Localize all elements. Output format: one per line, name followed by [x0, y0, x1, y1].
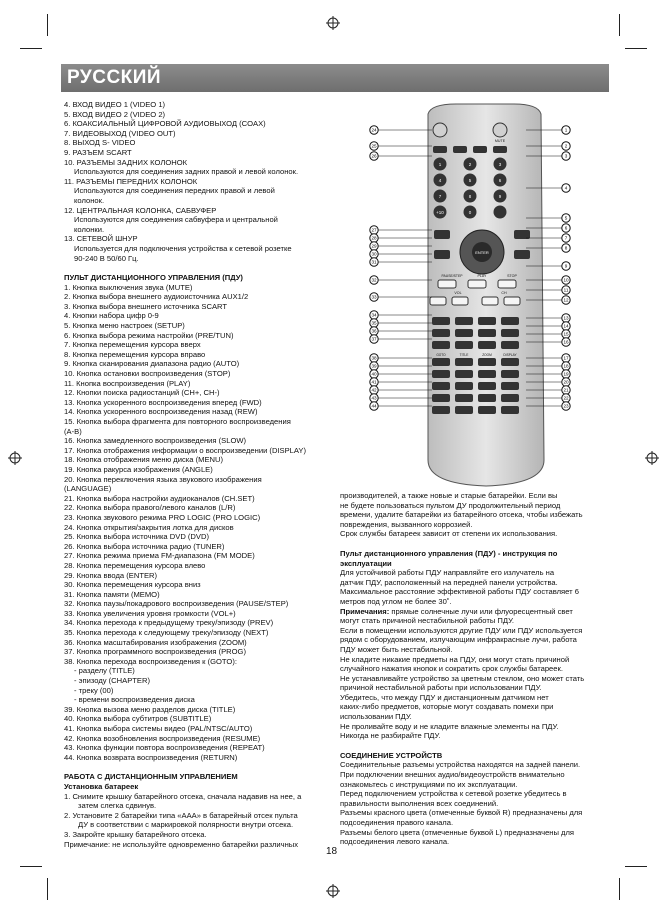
callout-number: 37: [371, 336, 377, 342]
pause-label: PAUSE/STEP: [441, 274, 463, 278]
callout-number: 3: [564, 153, 568, 159]
right-column-line: Примечания: прямые солнечные лучи или флуоресцентный свет: [340, 606, 573, 616]
right-column-line: Не устанавливайте устройство за цветным стеклом, оно может стать: [340, 673, 585, 683]
callout-number: 6: [564, 225, 568, 231]
mute-label: MUTE: [494, 139, 506, 143]
callout-number: 7: [564, 235, 568, 241]
left-column-line: 22. Кнопка выбора правого/левого каналов (L/R): [64, 503, 236, 513]
function-button: [478, 317, 496, 325]
left-column: [64, 100, 334, 849]
right-column-line: эксплуатации: [340, 558, 392, 568]
callout-number: 22: [563, 395, 569, 401]
left-column-line: 5. Кнопка меню настроек (SETUP): [64, 321, 185, 331]
left-column-line: 10. Кнопка остановки воспроизведения (STOP): [64, 369, 231, 379]
right-column-line: не будете пользоваться пультом ДУ продолжительный период: [340, 500, 561, 510]
left-column-line: 7. ВИДЕОВЫХОД (VIDEO OUT): [64, 128, 176, 138]
callout-number: 1: [564, 127, 568, 133]
left-column-line: 6. КОАКСИАЛЬНЫЙ ЦИФРОВОЙ АУДИОВЫХОД (COAX): [64, 119, 266, 129]
left-column-line: 1. Снимите крышку батарейного отсека, сначала надавив на нее, а: [64, 791, 302, 801]
right-column-line: рядом с оборудованием, излучающим инфракрасные лучи, работа: [340, 635, 577, 645]
left-column-line: 9. Кнопка сканирования диапазона радио (AUTO): [64, 359, 240, 369]
right-column-line: метров под углом не более 30˚.: [340, 596, 452, 606]
function-button: [501, 382, 519, 390]
number-button: [494, 206, 507, 219]
right-column-line: Срок службы батареек зависит от степени их использования.: [340, 529, 558, 539]
left-column-line: 41. Кнопка выбора системы видео (PAL/NTSC/AUTO): [64, 724, 253, 733]
left-column-line: 16. Кнопка замедленного воспроизведения (SLOW): [64, 436, 247, 446]
function-button: [455, 394, 473, 402]
number-label: 9: [498, 194, 502, 199]
left-column-line: 14. Кнопка ускоренного воспроизведения назад (REW): [64, 407, 258, 417]
callout-number: 42: [371, 387, 377, 393]
callout-number: 31: [371, 259, 377, 265]
function-button: [501, 317, 519, 325]
source-button: [433, 146, 447, 153]
left-column-line: 32. Кнопка паузы/покадрового воспроизведения (PAUSE/STEP): [64, 599, 289, 609]
number-label: 4: [438, 178, 442, 183]
left-column-line: 4. Кнопки набора цифр 0-9: [64, 311, 159, 321]
left-column-line: 19. Кнопка ракурса изображения (ANGLE): [64, 464, 213, 474]
callout-number: 40: [371, 371, 377, 377]
left-column-line: 31. Кнопка памяти (MEMO): [64, 589, 160, 599]
function-button: [478, 358, 496, 366]
function-button: [501, 341, 519, 349]
left-column-line: колонки.: [74, 224, 105, 234]
left-column-line: 6. Кнопка выбора режима настройки (PRE/TUN): [64, 330, 234, 340]
callout-number: 14: [563, 323, 569, 329]
right-column-line: каких-либо предметов, которые могут создавать помехи при: [340, 702, 554, 712]
left-column-line: Используется для подключения устройства к сетевой розетке: [74, 243, 292, 253]
registration-mark-icon: [645, 451, 659, 465]
callout-number: 44: [371, 403, 377, 409]
left-column-line: РАБОТА С ДИСТАНЦИОННЫМ УПРАВЛЕНИЕМ: [64, 772, 238, 782]
left-column-line: 12. Кнопки поиска радиостанций (CH+, CH-): [64, 388, 220, 398]
right-column-line: подсоединения правого канала.: [340, 818, 454, 827]
function-button: [501, 329, 519, 337]
source-button: [473, 146, 487, 153]
language-title: РУССКИЙ: [67, 67, 162, 88]
right-column-line: СОЕДИНЕНИЕ УСТРОЙСТВ: [340, 750, 443, 760]
vol-ch-button: [482, 297, 498, 305]
function-button: [432, 317, 450, 325]
right-column-line: Убедитесь, что между ПДУ и дистанционным датчиком нет: [340, 692, 549, 702]
left-column-line: 18. Кнопка отображения меню диска (MENU): [64, 455, 224, 465]
crop-mark: [625, 48, 647, 49]
callout-number: 34: [371, 312, 377, 318]
left-column-line: 42. Кнопка возобновления воспроизведения (RESUME): [64, 733, 261, 743]
left-column-line: 25. Кнопка выбора источника DVD (DVD): [64, 532, 209, 542]
number-label: 2: [468, 162, 472, 167]
left-column-line: Используются для соединения задних правой и левой колонок.: [74, 167, 299, 177]
function-button: [455, 317, 473, 325]
left-column-line: колонок.: [74, 195, 105, 205]
right-column-line: повреждения, вызванного коррозией.: [340, 519, 473, 529]
left-column-line: 90-240 В 50/60 Гц.: [74, 253, 139, 263]
left-column-line: 40. Кнопка выбора субтитров (SUBTITLE): [64, 714, 212, 724]
left-column-line: Установка батареек: [64, 781, 139, 791]
right-column-line: Разъемы белого цвета (отмеченные буквой L) предназначены для: [340, 827, 575, 837]
source-button: [453, 146, 467, 153]
right-column-line: Не проливайте воду и не кладите влажные элементы на ПДУ.: [340, 721, 559, 731]
callout-number: 32: [371, 277, 377, 283]
remote-control-illustration: [366, 100, 616, 500]
left-column-line: [64, 762, 334, 767]
enter-label: ENTER: [475, 250, 489, 255]
function-button: [501, 394, 519, 402]
source-button: [493, 146, 507, 153]
callout-number: 24: [371, 127, 377, 133]
left-column-line: 26. Кнопка выбора источника радио (TUNER): [64, 541, 225, 551]
callout-number: 21: [563, 387, 569, 393]
callout-number: 16: [563, 339, 569, 345]
right-column-line: производителей, а также новые и старые батарейки. Если вы: [340, 491, 558, 500]
function-button: [455, 406, 473, 414]
right-column-line: Не кладите никакие предметы на ПДУ, они могут стать причиной: [340, 654, 570, 664]
transport-button: [438, 280, 456, 288]
callout-number: 4: [564, 185, 568, 191]
right-column-line: датчик ПДУ, расположенный на передней панели устройства.: [340, 577, 558, 587]
right-column-line: ПДУ может быть нестабильной.: [340, 644, 453, 654]
left-column-line: - треку (00): [74, 685, 114, 695]
left-column-line: 29. Кнопка ввода (ENTER): [64, 570, 158, 580]
right-column-line: времени, удалите батарейки из батарейного отсека, чтобы избежать: [340, 510, 583, 520]
left-column-line: 9. РАЗЪЕМ SCART: [64, 147, 132, 157]
left-column-line: 11. Кнопка воспроизведения (PLAY): [64, 378, 191, 388]
vol-label: VOL: [454, 291, 462, 295]
number-label: 5: [468, 178, 472, 183]
left-column-line: ДУ в соответствии с маркировкой полярности внутри отсека.: [78, 820, 294, 830]
right-column-line: [340, 741, 610, 746]
left-column-line: (LANGUAGE): [64, 484, 112, 494]
left-column-line: 17. Кнопка отображения информации о воспроизведении (DISPLAY): [64, 445, 306, 455]
left-column-line: - времени воспроизведения диска: [74, 695, 195, 705]
left-column-line: 4. ВХОД ВИДЕО 1 (VIDEO 1): [64, 100, 166, 109]
callout-number: 17: [563, 355, 569, 361]
left-column-line: Примечание: не используйте одновременно батарейки различных: [64, 839, 299, 849]
vol-ch-button: [430, 297, 446, 305]
function-button: [478, 382, 496, 390]
function-button: [478, 370, 496, 378]
callout-number: 26: [371, 153, 377, 159]
callout-number: 39: [371, 363, 377, 369]
vol-ch-button: [452, 297, 468, 305]
left-column-line: 2. Кнопка выбора внешнего аудиоисточника AUX1/2: [64, 292, 249, 302]
crop-mark: [619, 14, 620, 36]
number-label: +10: [436, 210, 444, 215]
left-column-line: ПУЛЬТ ДИСТАНЦИОННОГО УПРАВЛЕНИЯ (ПДУ): [64, 273, 243, 283]
left-column-line: 37. Кнопка программного воспроизведения (PROG): [64, 647, 246, 657]
left-column-line: 39. Кнопка вызова меню разделов диска (TITLE): [64, 704, 236, 714]
function-button: [455, 370, 473, 378]
goto-label: GOTO: [436, 353, 446, 357]
left-column-line: 36. Кнопка масштабирования изображения (ZOOM): [64, 637, 247, 647]
right-column-line: Для устойчивой работы ПДУ направляйте его излучатель на: [340, 568, 555, 578]
language-header: [61, 64, 609, 92]
function-button: [501, 358, 519, 366]
callout-number: 15: [563, 331, 569, 337]
crop-mark: [47, 14, 48, 36]
vol-ch-button: [504, 297, 520, 305]
function-button: [478, 394, 496, 402]
left-column-line: 33. Кнопка увеличения уровня громкости (VOL+): [64, 608, 236, 618]
stop-label: STOP: [507, 274, 517, 278]
right-column-line: могут стать причиной нестабильной работы ПДУ.: [340, 616, 515, 626]
crop-mark: [20, 48, 42, 49]
callout-number: 12: [563, 297, 569, 303]
right-column-line: Пульт дистанционного управления (ПДУ) - инструкция по: [340, 548, 558, 558]
left-column-line: Используются для соединения сабвуфера и центральной: [74, 215, 278, 225]
dvd-button: [434, 230, 450, 239]
display-label: DISPLAY: [503, 353, 517, 357]
right-column-line: Никогда не разбирайте ПДУ.: [340, 731, 441, 741]
function-button: [455, 341, 473, 349]
callout-number: 9: [564, 263, 568, 269]
left-column-line: 27. Кнопка режима приема FM-диапазона (FM MODE): [64, 551, 255, 561]
left-column-line: 5. ВХОД ВИДЕО 2 (VIDEO 2): [64, 109, 166, 119]
callout-number: 23: [563, 403, 569, 409]
callout-number: 13: [563, 315, 569, 321]
callout-number: 27: [371, 227, 377, 233]
left-column-line: 8. Кнопка перемещения курсора вправо: [64, 349, 206, 359]
callout-number: 38: [371, 355, 377, 361]
callout-number: 35: [371, 320, 377, 326]
function-button: [455, 329, 473, 337]
crop-mark: [625, 866, 647, 867]
right-column-line: причиной нестабильной работы при использовании ПДУ.: [340, 683, 542, 693]
callout-number: 2: [564, 143, 568, 149]
right-column-line: случайного нажатия кнопок и сократить срок службы батареек.: [340, 664, 563, 674]
function-button: [432, 406, 450, 414]
left-column-line: 13. Кнопка ускоренного воспроизведения вперед (FWD): [64, 397, 262, 407]
function-button: [455, 382, 473, 390]
right-column-line: Перед подключением устройства к сетевой розетке убедитесь в: [340, 789, 567, 799]
left-column-line: 7. Кнопка перемещения курсора вверх: [64, 340, 201, 350]
function-button: [432, 394, 450, 402]
registration-mark-icon: [8, 451, 22, 465]
left-column-line: 11. РАЗЪЕМЫ ПЕРЕДНИХ КОЛОНОК: [64, 176, 198, 186]
function-button: [478, 329, 496, 337]
callout-number: 33: [371, 294, 377, 300]
left-column-line: 3. Кнопка выбора внешнего источника SCART: [64, 301, 228, 311]
function-button: [478, 341, 496, 349]
crop-mark: [47, 878, 48, 900]
left-column-line: 44. Кнопка возврата воспроизведения (RETURN): [64, 752, 238, 762]
left-column-line: 30. Кнопка перемещения курсора вниз: [64, 580, 201, 590]
mute-button: [493, 123, 507, 137]
left-column-line: 21. Кнопка выбора настройки аудиоканалов (CH.SET): [64, 493, 255, 503]
function-button: [478, 406, 496, 414]
left-column-line: Используются для соединения передних правой и левой: [74, 186, 275, 196]
right-column-line: Максимальное расстояние эффективной работы ПДУ составляет 6: [340, 587, 579, 597]
left-column-line: 3. Закройте крышку батарейного отсека.: [64, 829, 207, 839]
right-column-line: При подключении внешних аудио/видеоустройств внимательно: [340, 770, 565, 780]
left-column-line: 15. Кнопка выбора фрагмента для повторного воспроизведения: [64, 417, 291, 426]
right-column-line: Разъемы красного цвета (отмеченные буквой R) предназначены для: [340, 808, 583, 818]
transport-button: [468, 280, 486, 288]
callout-number: 19: [563, 371, 569, 377]
callout-number: 5: [564, 215, 568, 221]
left-column-line: 38. Кнопка перехода воспроизведения к (GOTO):: [64, 656, 237, 666]
title-label: TITLE: [459, 353, 469, 357]
function-button: [432, 341, 450, 349]
open-close-button: [433, 123, 447, 137]
left-column-line: затем слегка сдвинув.: [78, 801, 157, 811]
function-button: [432, 382, 450, 390]
function-button: [432, 358, 450, 366]
left-column-line: 35. Кнопка перехода к следующему треку/эпизоду (NEXT): [64, 628, 269, 638]
callout-number: 29: [371, 243, 377, 249]
left-column-line: 1. Кнопка выключения звука (MUTE): [64, 282, 193, 292]
number-label: 3: [498, 162, 502, 167]
function-button: [432, 370, 450, 378]
registration-mark-icon: [326, 884, 340, 898]
left-column-line: - разделу (TITLE): [74, 666, 135, 676]
right-column-line: использовании ПДУ.: [340, 712, 412, 722]
callout-number: 30: [371, 251, 377, 257]
left-column-line: [64, 263, 334, 268]
number-label: 1: [438, 162, 442, 167]
left-column-line: - эпизоду (CHAPTER): [74, 676, 151, 686]
left-column-line: 8. ВЫХОД S- VIDEO: [64, 138, 136, 148]
function-button: [432, 329, 450, 337]
left-column-line: (A-B): [64, 426, 82, 436]
callout-number: 25: [371, 143, 377, 149]
left-column-line: 28. Кнопка перемещения курсора влево: [64, 560, 206, 570]
right-column-line: Если в помещении используются другие ПДУ или ПДУ используется: [340, 625, 583, 635]
memo-button: [434, 250, 450, 259]
number-label: 0: [468, 210, 472, 215]
registration-mark-icon: [326, 16, 340, 30]
left-column-line: 10. РАЗЪЕМЫ ЗАДНИХ КОЛОНОК: [64, 157, 188, 167]
left-column-line: 34. Кнопка перехода к предыдущему треку/эпизоду (PREV): [64, 618, 274, 628]
function-button: [501, 406, 519, 414]
transport-button: [498, 280, 516, 288]
callout-number: 20: [563, 379, 569, 385]
page-number: 18: [326, 846, 338, 857]
number-label: 8: [468, 194, 472, 199]
right-column-line: ознакомьтесь с инструкциями по их эксплуатации.: [340, 779, 518, 789]
left-column-line: 13. СЕТЕВОЙ ШНУР: [64, 234, 138, 244]
left-column-line: 24. Кнопка открытия/закрытия лотка для дисков: [64, 522, 234, 532]
callout-number: 41: [371, 379, 377, 385]
function-button: [455, 358, 473, 366]
right-column-line: Соединительные разъемы устройства находятся на задней панели.: [340, 760, 581, 770]
left-column-line: 12. ЦЕНТРАЛЬНАЯ КОЛОНКА, САБВУФЕР: [64, 205, 217, 215]
left-column-line: 2. Установите 2 батарейки типа «ААА» в батарейный отсек пульта: [64, 810, 298, 820]
right-column-line: подсоединения левого канала.: [340, 837, 450, 847]
left-column-line: 23. Кнопка звукового режима PRO LOGIC (PRO LOGIC): [64, 512, 261, 522]
callout-number: 36: [371, 328, 377, 334]
right-column: [340, 491, 610, 847]
callout-number: 8: [564, 245, 568, 251]
tuner-button: [514, 230, 530, 239]
left-column-line: 43. Кнопка функции повтора воспроизведения (REPEAT): [64, 743, 265, 753]
number-label: 7: [438, 194, 442, 199]
number-label: 6: [498, 178, 502, 183]
crop-mark: [20, 866, 42, 867]
left-column-line: 20. Кнопка переключения языка звукового изображения: [64, 474, 262, 484]
zoom-label: ZOOM: [482, 353, 492, 357]
callout-number: 18: [563, 363, 569, 369]
auto-button: [514, 250, 530, 259]
callout-number: 28: [371, 235, 377, 241]
callout-number: 10: [563, 277, 569, 283]
crop-mark: [619, 878, 620, 900]
callout-number: 11: [563, 287, 569, 293]
play-label: PLAY: [477, 274, 487, 278]
right-column-line: [340, 539, 610, 544]
ch-label: CH: [501, 291, 507, 295]
right-column-line: правильности выполнения всех соединений.: [340, 798, 499, 808]
callout-number: 43: [371, 395, 377, 401]
function-button: [501, 370, 519, 378]
